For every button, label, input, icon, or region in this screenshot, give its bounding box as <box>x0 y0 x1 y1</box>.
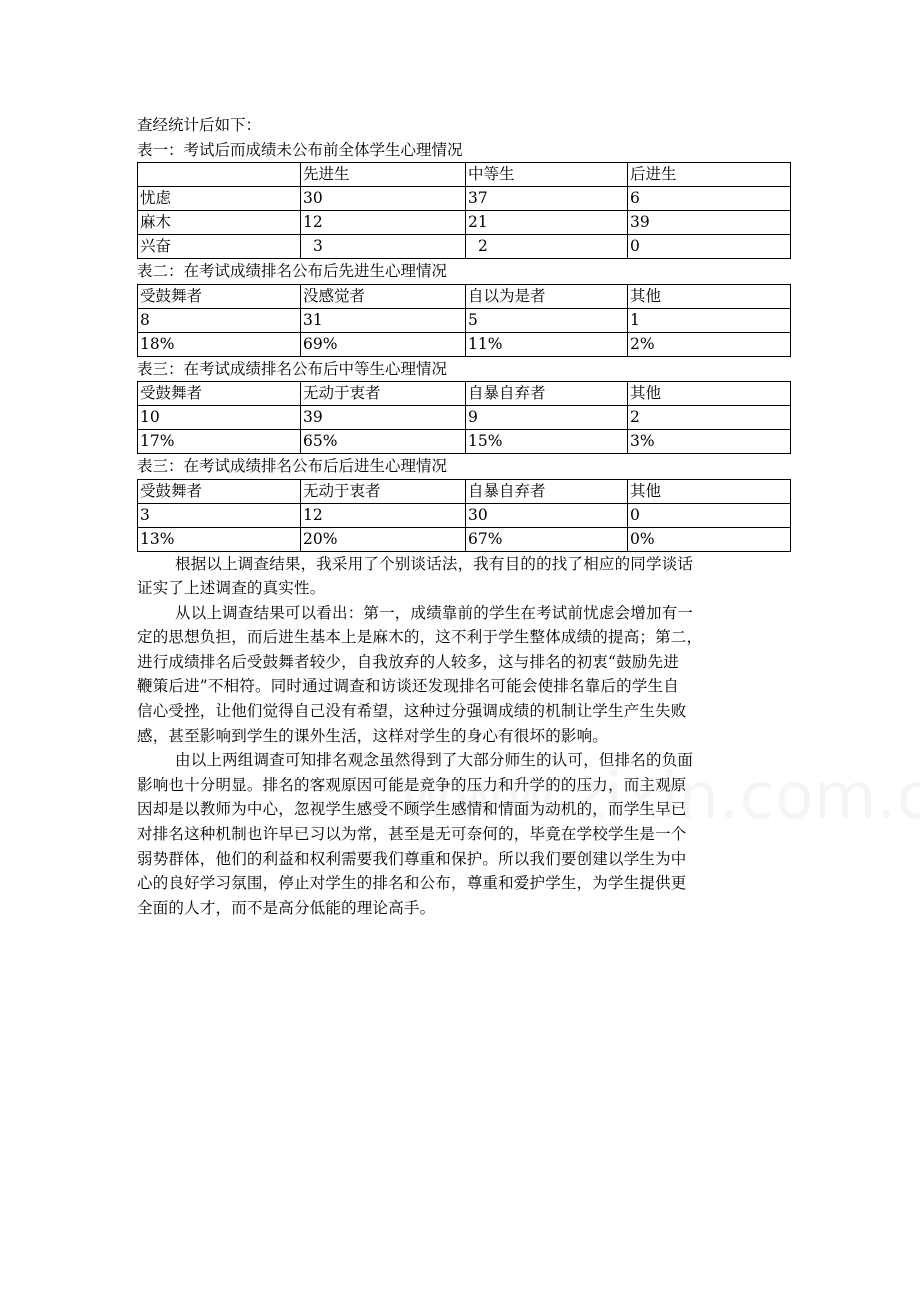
table-header-row <box>138 479 791 503</box>
table-cell: 30 <box>301 187 466 211</box>
paragraph-line: 定的思想负担，而后进生基本上是麻木的，这不利于学生整体成绩的提高；第二， <box>137 628 703 647</box>
paragraph-line: 进行成绩排名后受鼓舞者较少，自我放弃的人较多，这与排名的初衷“鼓励先进 <box>137 652 679 671</box>
table-cell: 18% <box>138 332 301 356</box>
table-header-row <box>138 163 791 187</box>
table-cell: 37 <box>466 187 628 211</box>
table-row <box>138 503 791 527</box>
table-cell: 先进生 <box>301 163 466 187</box>
table-cell: 受鼓舞者 <box>138 284 301 308</box>
table-cell: 自以为是者 <box>466 284 628 308</box>
table-cell: 31 <box>301 308 466 332</box>
table-row <box>138 235 791 259</box>
table-cell: 9 <box>466 406 628 430</box>
table-row <box>138 211 791 235</box>
table-cell: 11% <box>466 332 628 356</box>
table-cell: 2% <box>628 332 791 356</box>
table2-caption: 表二：在考试成绩排名公布后先进生心理情况 <box>137 262 448 280</box>
table-cell: 2 <box>628 406 791 430</box>
table-cell: 0 <box>628 235 791 259</box>
paragraph-line: 影响也十分明显。排名的客观原因可能是竞争的压力和升学的的压力，而主观原 <box>137 775 687 794</box>
table-cell: 13% <box>138 527 301 551</box>
paragraph-line: 证实了上述调查的真实性。 <box>137 579 326 598</box>
paragraph-line: 因却是以教师为中心，忽视学生感受不顾学生感情和情面为动机的，而学生早已 <box>137 800 687 819</box>
table-cell: 12 <box>301 211 466 235</box>
table-cell: 12 <box>301 503 466 527</box>
table-cell: 30 <box>466 503 628 527</box>
table4 <box>137 479 791 552</box>
table-cell: 39 <box>301 406 466 430</box>
table-row <box>138 527 791 551</box>
table-cell: 65% <box>301 430 466 454</box>
table-cell: 自暴自弃者 <box>466 382 628 406</box>
table-cell: 21 <box>466 211 628 235</box>
table-header-row <box>138 284 791 308</box>
table-cell: 20% <box>301 527 466 551</box>
table-cell: 3 <box>301 235 466 259</box>
table-cell: 无动于衷者 <box>301 382 466 406</box>
paragraph-line: 对排名这种机制也许早已习以为常，甚至是无可奈何的，毕竟在学校学生是一个 <box>137 825 687 844</box>
table-cell: 受鼓舞者 <box>138 479 301 503</box>
paragraph-2 <box>137 601 790 749</box>
table-cell: 10 <box>138 406 301 430</box>
table4-caption: 表三：在考试成绩排名公布后后进生心理情况 <box>137 457 448 475</box>
table-cell: 无动于衷者 <box>301 479 466 503</box>
table3 <box>137 381 791 454</box>
paragraph-1 <box>137 552 790 601</box>
paragraph-3 <box>137 748 790 920</box>
paragraph-line: 弱势群体，他们的利益和权利需要我们尊重和保护。所以我们要创建以学生为中 <box>137 849 687 868</box>
table-cell: 3 <box>138 503 301 527</box>
table-cell: 17% <box>138 430 301 454</box>
paragraph-line: 鞭策后进”不相符。同时通过调查和访谈还发现排名可能会使排名靠后的学生自 <box>137 677 679 696</box>
table-cell <box>138 163 301 187</box>
paragraph-line: 从以上调查结果可以看出：第一，成绩靠前的学生在考试前忧虑会增加有一 <box>175 603 694 622</box>
paragraph-line: 感，甚至影响到学生的课外生活，这样对学生的身心有很坏的影响。 <box>137 726 609 745</box>
table-cell: 1 <box>628 308 791 332</box>
table1 <box>137 162 791 259</box>
paragraph-line: 由以上两组调查可知排名观念虽然得到了大部分师生的认可，但排名的负面 <box>175 751 694 770</box>
table-cell: 中等生 <box>466 163 628 187</box>
paragraph-line: 根据以上调查结果，我采用了个别谈话法，我有目的的找了相应的同学谈话 <box>175 554 694 573</box>
table3-caption: 表三：在考试成绩排名公布后中等生心理情况 <box>137 359 448 378</box>
table-row <box>138 187 791 211</box>
table-cell: 麻木 <box>138 211 301 235</box>
table-cell: 15% <box>466 430 628 454</box>
table-row <box>138 430 791 454</box>
table-cell: 其他 <box>628 284 791 308</box>
table-row <box>138 308 791 332</box>
table-cell: 没感觉者 <box>301 284 466 308</box>
table-cell: 兴奋 <box>138 235 301 259</box>
table-cell: 其他 <box>628 382 791 406</box>
table-row <box>138 406 791 430</box>
table1-caption: 表一：考试后而成绩未公布前全体学生心理情况 <box>137 140 463 159</box>
table-cell: 3% <box>628 430 791 454</box>
table-row <box>138 332 791 356</box>
paragraph-line: 心的良好学习氛围，停止对学生的排名和公布，尊重和爱护学生，为学生提供更 <box>137 874 687 893</box>
table-cell: 5 <box>466 308 628 332</box>
table-header-row <box>138 382 791 406</box>
table2 <box>137 284 791 357</box>
table-cell: 2 <box>466 235 628 259</box>
table-cell: 0% <box>628 527 791 551</box>
table-cell: 67% <box>466 527 628 551</box>
table-cell: 自暴自弃者 <box>466 479 628 503</box>
intro-text: 查经统计后如下： <box>137 116 262 134</box>
table-cell: 6 <box>628 187 791 211</box>
table-cell: 忧虑 <box>138 187 301 211</box>
table-cell: 39 <box>628 211 791 235</box>
table-cell: 8 <box>138 308 301 332</box>
document-content <box>137 113 790 920</box>
paragraph-line: 信心受挫，让他们觉得自己没有希望，这种过分强调成绩的机制让学生产生失败 <box>137 702 687 721</box>
table-cell: 0 <box>628 503 791 527</box>
table-cell: 受鼓舞者 <box>138 382 301 406</box>
table-cell: 其他 <box>628 479 791 503</box>
paragraph-line: 全面的人才，而不是高分低能的理论高手。 <box>137 898 436 917</box>
table-cell: 后进生 <box>628 163 791 187</box>
table-cell: 69% <box>301 332 466 356</box>
